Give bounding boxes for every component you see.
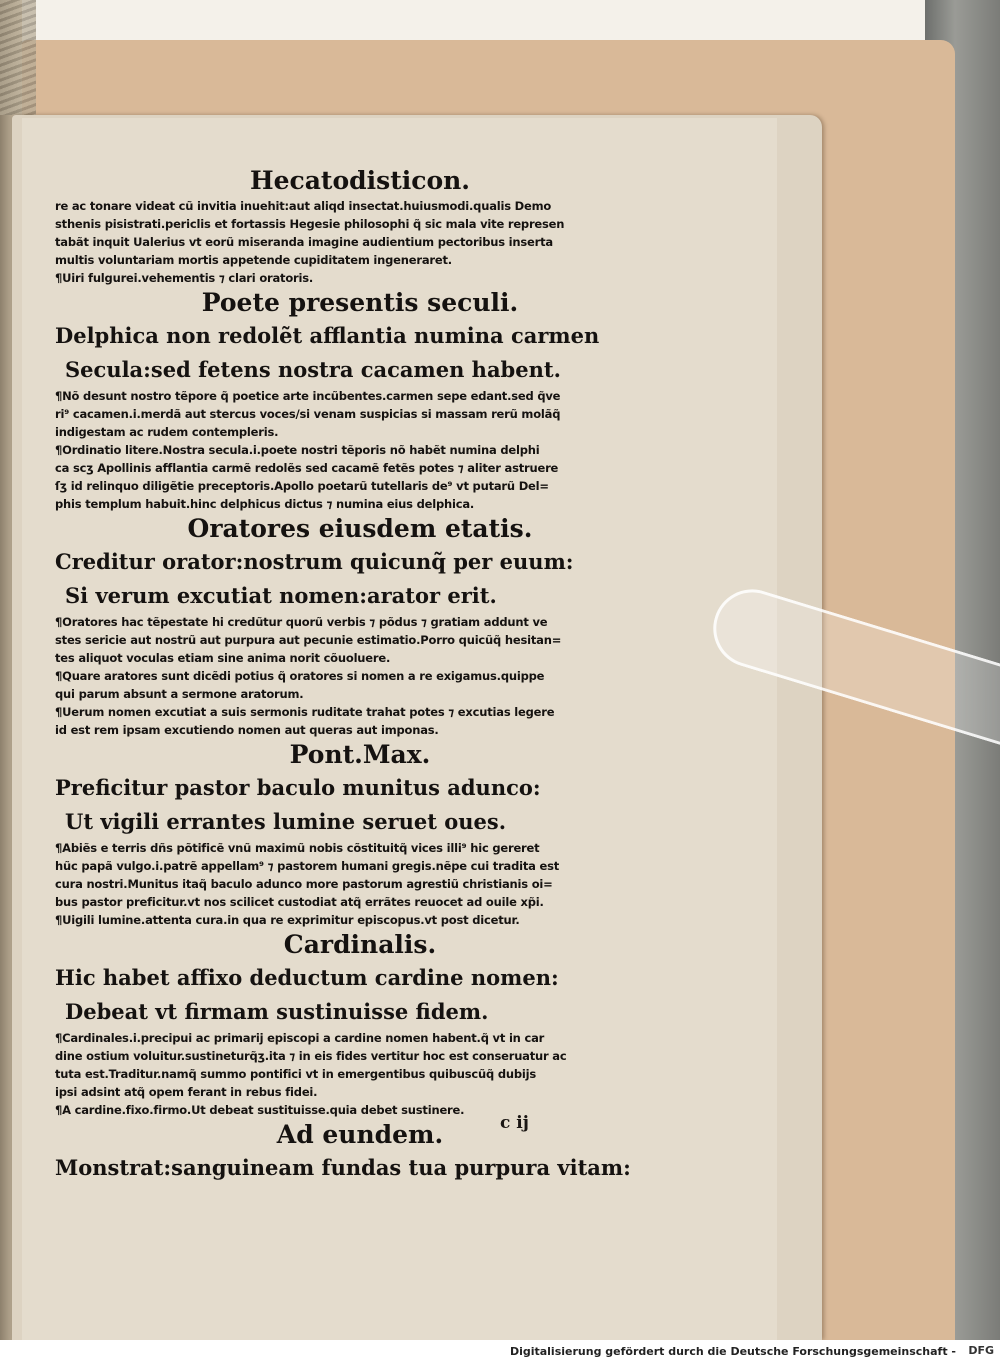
section-heading: Pont.Max.	[289, 740, 431, 769]
commentary-line: multis voluntariam mortis appetende cupiditatem ingeneraret.	[55, 253, 452, 267]
running-header: Hecatodisticon.	[249, 166, 471, 195]
commentary-line: id est rem ipsam excutiendo nomen aut queras aut imponas.	[55, 723, 439, 737]
verse-line: Hic habet affixo deductum cardine nomen:	[55, 965, 559, 990]
binding-string	[0, 0, 36, 115]
commentary-line: stes sericie aut nostrũ aut purpura aut pecunie estimatio.Porro quicũq̃ hesitan=	[55, 633, 562, 647]
commentary-line: ¶Quare aratores sunt dicẽdi potius q̃ oratores si nomen a re exigamus.quippe	[55, 669, 545, 683]
text-block	[55, 165, 665, 1185]
verse-line: Creditur orator:nostrum quicunq̃ per euum:	[55, 549, 574, 574]
verse-line: Secula:sed fetens nostra cacamen habent.	[65, 357, 561, 382]
commentary-line: ¶Oratores hac tẽpestate hi credũtur quorũ verbis ⁊ põdus ⁊ gratiam addunt ve	[55, 615, 548, 629]
commentary-line: tes aliquot voculas etiam sine anima norit cõuoluere.	[55, 651, 391, 665]
commentary-line: cura nostri.Munitus itaq̃ baculo adunco more pastorum agrestiũ christianis oi=	[55, 877, 553, 891]
commentary-line: tuta est.Traditur.namq̃ summo pontifici vt in emergentibus quibuscũq̃ dubijs	[55, 1067, 537, 1081]
commentary-line: bus pastor preficitur.vt nos scilicet custodiat atq̃ errãtes reuocet ad ouile xp̃i.	[55, 895, 544, 909]
commentary-line: ri⁹ cacamen.i.merdã aut stercus voces/si venam suspicias si massam rerũ molãq̃	[55, 407, 561, 421]
commentary-line: indigestam ac rudem contempleris.	[55, 425, 279, 439]
commentary-line: sthenis pisistrati.periclis et fortassis Hegesie philosophi q̃ sic mala vite represen	[55, 217, 565, 231]
commentary-line: qui parum absunt a sermone aratorum.	[55, 687, 304, 701]
commentary-line: ¶A cardine.fixo.firmo.Ut debeat sustituisse.quia debet sustinere.	[55, 1103, 465, 1117]
commentary-line: ¶Uigili lumine.attenta cura.in qua re exprimitur episcopus.vt post dicetur.	[55, 913, 520, 927]
commentary-line: ¶Nõ desunt nostro tẽpore q̃ poetice arte incũbentes.carmen sepe edant.sed q̃ve	[55, 389, 561, 403]
verse-line: Preficitur pastor baculo munitus adunco:	[55, 775, 541, 800]
section-heading: Ad eundem.	[276, 1120, 444, 1149]
commentary-line: ¶Ordinatio litere.Nostra secula.i.poete nostri tẽporis nõ habẽt numina delphi	[55, 443, 540, 457]
section-heading: Oratores eiusdem etatis.	[187, 514, 533, 543]
verse-line: Debeat vt firmam sustinuisse fidem.	[65, 999, 489, 1024]
commentary-line: ca scʒ Apollinis afflantia carmẽ redolẽs sed cacamẽ fetẽs potes ⁊ aliter astruere	[55, 461, 559, 475]
commentary-line: ¶Abiẽs e terris dñs põtificẽ vnũ maximũ nobis cõstituitq̃ vices illi⁹ hic gereret	[55, 841, 540, 855]
commentary-line: ſʒ id relinquo diligẽtie preceptoris.Apollo poetarũ tutellaris de⁹ vt putarũ Del=	[55, 479, 549, 493]
dfg-logo: DFG	[968, 1344, 994, 1357]
footer-bar	[0, 1340, 1000, 1367]
section-heading: Poete presentis seculi.	[201, 288, 519, 317]
commentary-line: ¶Cardinales.i.precipui ac primarij episcopi a cardine nomen habent.q̃ vt in car	[55, 1031, 545, 1045]
commentary-line: tabãt inquit Ualerius vt eorũ miseranda imagine audientium pectoribus inserta	[55, 235, 553, 249]
commentary-line: hũc papã vulgo.i.patrẽ appellam⁹ ⁊ pastorem humani gregis.nẽpe cui tradita est	[55, 859, 560, 873]
commentary-line: phis templum habuit.hinc delphicus dictus ⁊ numina eius delphica.	[55, 497, 475, 511]
verse-line: Si verum excutiat nomen:arator erit.	[65, 583, 497, 608]
section-heading: Cardinalis.	[283, 930, 437, 959]
commentary-line: ipsi adsint atq̃ opem ferant in rebus fidei.	[55, 1085, 318, 1099]
signature-mark: c ij	[500, 1113, 529, 1133]
footer-credit: Digitalisierung gefördert durch die Deutsche Forschungsgemeinschaft -	[509, 1345, 956, 1358]
verse-line: Ut vigili errantes lumine seruet oues.	[65, 809, 507, 834]
verse-line: Monstrat:sanguineam fundas tua purpura vitam:	[55, 1155, 631, 1180]
commentary-line: ¶Uerum nomen excutiat a suis sermonis ruditate trahat potes ⁊ excutias legere	[55, 705, 555, 719]
verse-line: Delphica non redolẽt afflantia numina carmen	[55, 323, 600, 348]
commentary-line: dine ostium voluitur.sustineturq̃ʒ.ita ⁊ in eis fides vertitur hoc est conseruatur ac	[55, 1049, 567, 1063]
commentary-line: ¶Uiri fulgurei.vehementis ⁊ clari oratoris.	[55, 271, 314, 285]
commentary-line: re ac tonare videat cũ invitia inuehit:aut aliqd insectat.huiusmodi.qualis Demo	[55, 199, 552, 213]
